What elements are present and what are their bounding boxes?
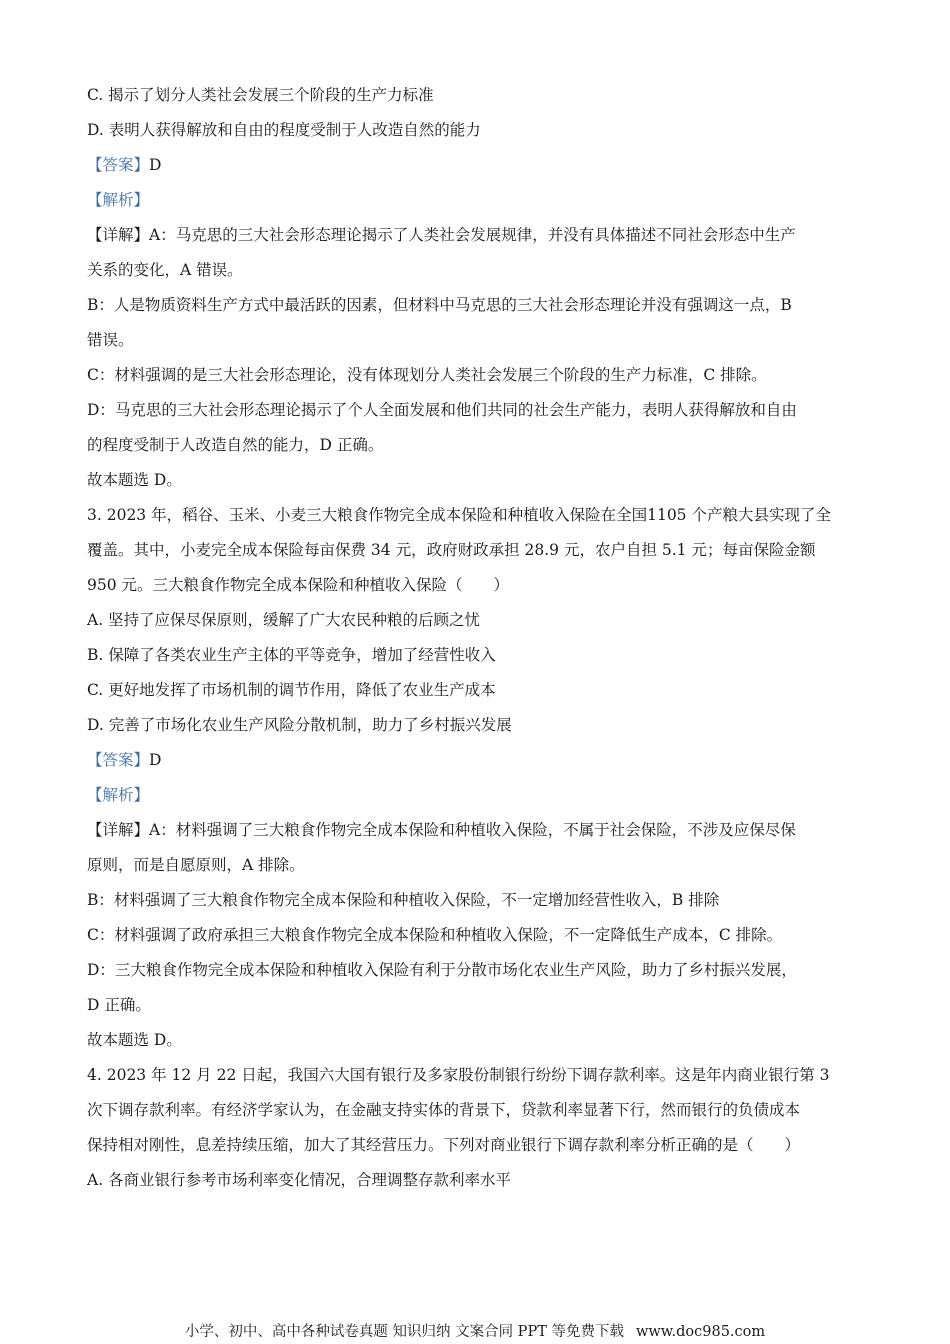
q2-detail-b-1: B：人是物质资料生产方式中最活跃的因素，但材料中马克思的三大社会形态理论并没有强调这一点，B: [87, 296, 792, 314]
q2-conclusion: 故本题选 D。: [87, 471, 182, 489]
q3-stem-1: 3. 2023 年，稻谷、玉米、小麦三大粮食作物完全成本保险和种植收入保险在全国1105 个产粮大县实现了全: [87, 506, 831, 524]
q3-answer: [87, 743, 872, 778]
footer-link[interactable]: www.doc985.com: [635, 1324, 766, 1340]
q3-detail-a-2: 原则，而是自愿原则，A 排除。: [87, 856, 305, 874]
q2-detail-a-2: 关系的变化，A 错误。: [87, 261, 243, 279]
footer-text: 小学、初中、高中各种试卷真题 知识归纳 文案合同 PPT 等免费下载: [184, 1324, 624, 1340]
q2-detail-c: C：材料强调的是三大社会形态理论，没有体现划分人类社会发展三个阶段的生产力标准，C 排除。: [87, 366, 767, 384]
answer-value: D: [149, 156, 162, 174]
analysis-label: 【解析】: [87, 786, 150, 804]
q3-option-a: A. 坚持了应保尽保原则，缓解了广大农民种粮的后顾之忧: [87, 611, 481, 629]
q3-analysis: [87, 778, 872, 813]
q2-detail-a-1: [87, 218, 872, 253]
detail-label: 【详解】: [87, 226, 150, 244]
q2-detail-d-2: 的程度受制于人改造自然的能力，D 正确。: [87, 436, 384, 454]
q2-detail-d-1: D：马克思的三大社会形态理论揭示了个人全面发展和他们共同的社会生产能力，表明人获得解放和自由: [87, 401, 797, 419]
page-footer: [0, 1322, 950, 1342]
q3-option-d: D. 完善了市场化农业生产风险分散机制，助力了乡村振兴发展: [87, 716, 512, 734]
q2-answer: [87, 148, 872, 183]
q3-detail-d-1: D：三大粮食作物完全成本保险和种植收入保险有利于分散市场化农业生产风险，助力了乡村振兴发展，: [87, 961, 797, 979]
q3-stem-3: 950 元。三大粮食作物完全成本保险和种植收入保险（ ）: [87, 576, 510, 594]
detail-text: A：材料强调了三大粮食作物完全成本保险和种植收入保险，不属于社会保险，不涉及应保尽保: [149, 821, 796, 839]
q3-detail-d-2: D 正确。: [87, 996, 151, 1014]
q4-stem-3: 保持相对刚性，息差持续压缩，加大了其经营压力。下列对商业银行下调存款利率分析正确的是（ ）: [87, 1136, 801, 1154]
detail-text: A：马克思的三大社会形态理论揭示了人类社会发展规律，并没有具体描述不同社会形态中生产: [149, 226, 796, 244]
answer-label: 【答案】: [87, 156, 150, 174]
answer-value: D: [149, 751, 162, 769]
q3-option-b: B. 保障了各类农业生产主体的平等竞争，增加了经营性收入: [87, 646, 496, 664]
q3-detail-b: B：材料强调了三大粮食作物完全成本保险和种植收入保险，不一定增加经营性收入，B 排除: [87, 891, 720, 909]
q3-detail-c: C：材料强调了政府承担三大粮食作物完全成本保险和种植收入保险，不一定降低生产成本，C 排除。: [87, 926, 783, 944]
analysis-label: 【解析】: [87, 191, 150, 209]
document-body: [87, 78, 872, 1198]
q2-detail-b-2: 错误。: [87, 331, 134, 349]
q3-detail-a-1: [87, 813, 872, 848]
q4-stem-2: 次下调存款利率。有经济学家认为，在金融支持实体的背景下，贷款利率显著下行，然而银行的负债成本: [87, 1101, 801, 1119]
answer-label: 【答案】: [87, 751, 150, 769]
q3-conclusion: 故本题选 D。: [87, 1031, 182, 1049]
q2-option-d: D. 表明人获得解放和自由的程度受制于人改造自然的能力: [87, 121, 481, 139]
q2-option-c: C. 揭示了划分人类社会发展三个阶段的生产力标准: [87, 86, 434, 104]
q4-option-a: A. 各商业银行参考市场利率变化情况，合理调整存款利率水平: [87, 1171, 512, 1189]
q2-analysis: [87, 183, 872, 218]
q3-stem-2: 覆盖。其中，小麦完全成本保险每亩保费 34 元，政府财政承担 28.9 元，农户自担 5.1 元；每亩保险金额: [87, 541, 816, 559]
detail-label: 【详解】: [87, 821, 150, 839]
q4-stem-1: 4. 2023 年 12 月 22 日起，我国六大国有银行及多家股份制银行纷纷下调存款利率。这是年内商业银行第 3: [87, 1066, 830, 1084]
q3-option-c: C. 更好地发挥了市场机制的调节作用，降低了农业生产成本: [87, 681, 496, 699]
